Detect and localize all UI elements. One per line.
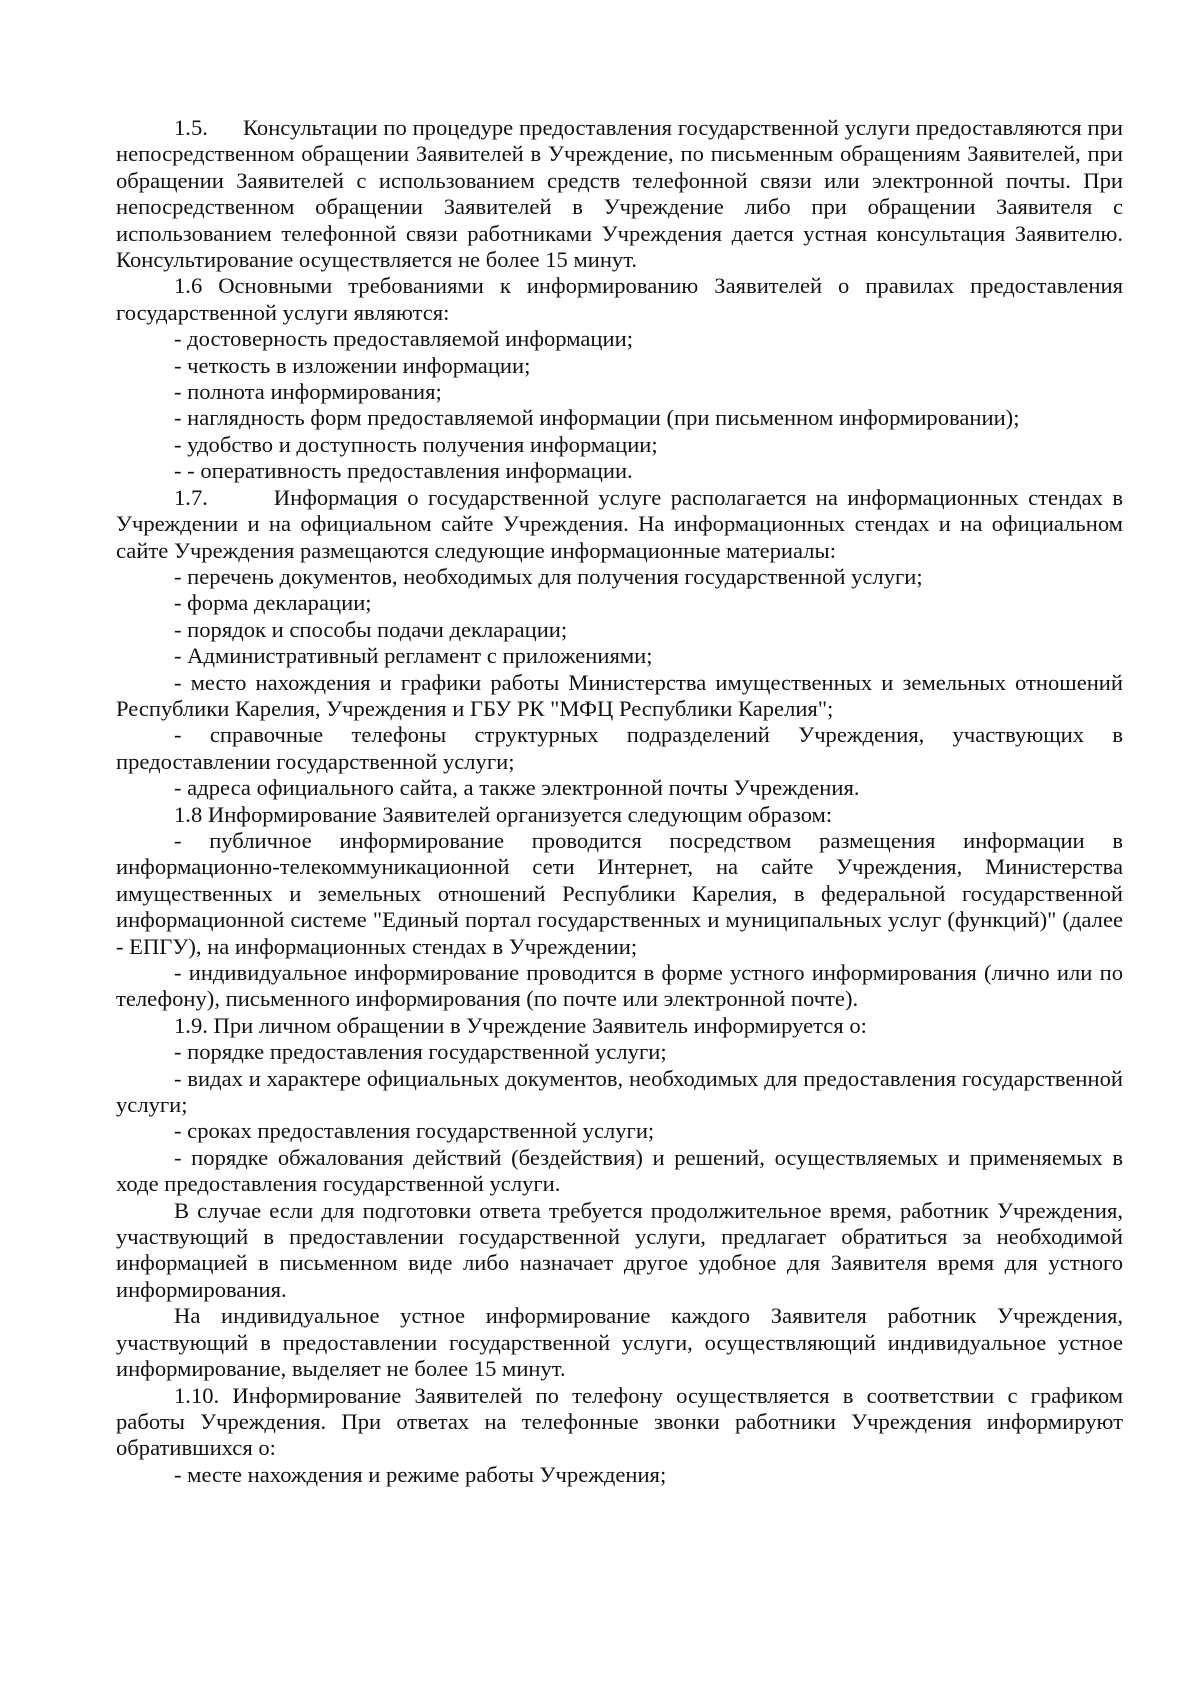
- list-item: - видах и характере официальных документов, необходимых для предоставления государственной услуги;: [116, 1065, 1123, 1118]
- list-item: - - оперативность предоставления информации.: [174, 458, 633, 484]
- list-item: - наглядность форм предоставляемой информации (при письменном информировании);: [174, 405, 1020, 431]
- body-paragraph: В случае если для подготовки ответа требуется продолжительное время, работник Учреждения, участвующий в предоставлении государственной услуги, предлагает обратиться за необходимой информацией в письменном виде либо назначает другое удобное для Заявителя время для устного информирования.: [116, 1197, 1123, 1302]
- list-item: - форма декларации;: [174, 590, 372, 616]
- paragraph-1-9: 1.9. При личном обращении в Учреждение Заявитель информируется о:: [174, 1012, 867, 1038]
- list-item: - справочные телефоны структурных подразделений Учреждения, участвующих в предоставлении государственной услуги;: [116, 722, 1123, 774]
- list-item: - перечень документов, необходимых для получения государственной услуги;: [174, 563, 923, 589]
- list-item: - сроках предоставления государственной услуги;: [174, 1118, 655, 1144]
- list-item: - полнота информирования;: [174, 379, 442, 405]
- list-item: - удобство и доступность получения информации;: [174, 431, 658, 457]
- paragraph-1-5: 1.5. Консультации по процедуре предоставления государственной услуги предоставляются при непосредственном обращении Заявителей в Учреждение, по письменным обращениям Заявителей, при обращении Заявителей с использованием средств телефонной связи или электронной почты. При непосредственном обращении Заявителей в Учреждение либо при обращении Заявителя с использованием телефонной связи работниками Учреждения дается устная консультация Заявителю. Консультирование осуществляется не более 15 минут.: [116, 115, 1123, 273]
- paragraph-1-8: 1.8 Информирование Заявителей организуется следующим образом:: [174, 801, 833, 827]
- document-page: [116, 115, 1123, 1488]
- list-item: - четкость в изложении информации;: [174, 352, 531, 378]
- list-item: - индивидуальное информирование проводится в форме устного информирования (лично или по телефону), письменного информирования (по почте или электронной почте).: [116, 960, 1123, 1012]
- list-item: - порядке предоставления государственной услуги;: [174, 1039, 667, 1065]
- paragraph-1-6: 1.6 Основными требованиями к информированию Заявителей о правилах предоставления государственной услуги являются:: [116, 273, 1123, 325]
- list-item: - адреса официального сайта, а также электронной почты Учреждения.: [174, 775, 860, 801]
- list-item: - публичное информирование проводится посредством размещения информации в информационно-телекоммуникационной сети Интернет, на сайте Учреждения, Министерства имущественных и земельных отношений Республики Карелия, в федеральной государственной информационной системе "Единый портал государственных и муниципальных услуг (функций)" (далее - ЕПГУ), на информационных стендах в Учреждении;: [116, 827, 1123, 959]
- list-item: - порядок и способы подачи декларации;: [174, 616, 568, 642]
- list-item: - порядке обжалования действий (бездействия) и решений, осуществляемых и применяемых в ходе предоставления государственной услуги.: [116, 1144, 1123, 1197]
- list-item: - достоверность предоставляемой информации;: [174, 326, 633, 352]
- paragraph-1-10: 1.10. Информирование Заявителей по телефону осуществляется в соответствии с графиком работы Учреждения. При ответах на телефонные звонки работники Учреждения информируют обратившихся о:: [116, 1382, 1123, 1461]
- list-item: - месте нахождения и режиме работы Учреждения;: [174, 1461, 667, 1487]
- list-item: - место нахождения и графики работы Министерства имущественных и земельных отношений Республики Карелия, Учреждения и ГБУ РК "МФЦ Республики Карелия";: [116, 669, 1123, 721]
- paragraph-1-7: 1.7. Информация о государственной услуге располагается на информационных стендах в Учреждении и на официальном сайте Учреждения. На информационных стендах и на официальном сайте Учреждения размещаются следующие информационные материалы:: [116, 484, 1123, 563]
- list-item: - Административный регламент с приложениями;: [174, 643, 653, 669]
- body-paragraph: На индивидуальное устное информирование каждого Заявителя работник Учреждения, участвующий в предоставлении государственной услуги, осуществляющий индивидуальное устное информирование, выделяет не более 15 минут.: [116, 1303, 1123, 1382]
